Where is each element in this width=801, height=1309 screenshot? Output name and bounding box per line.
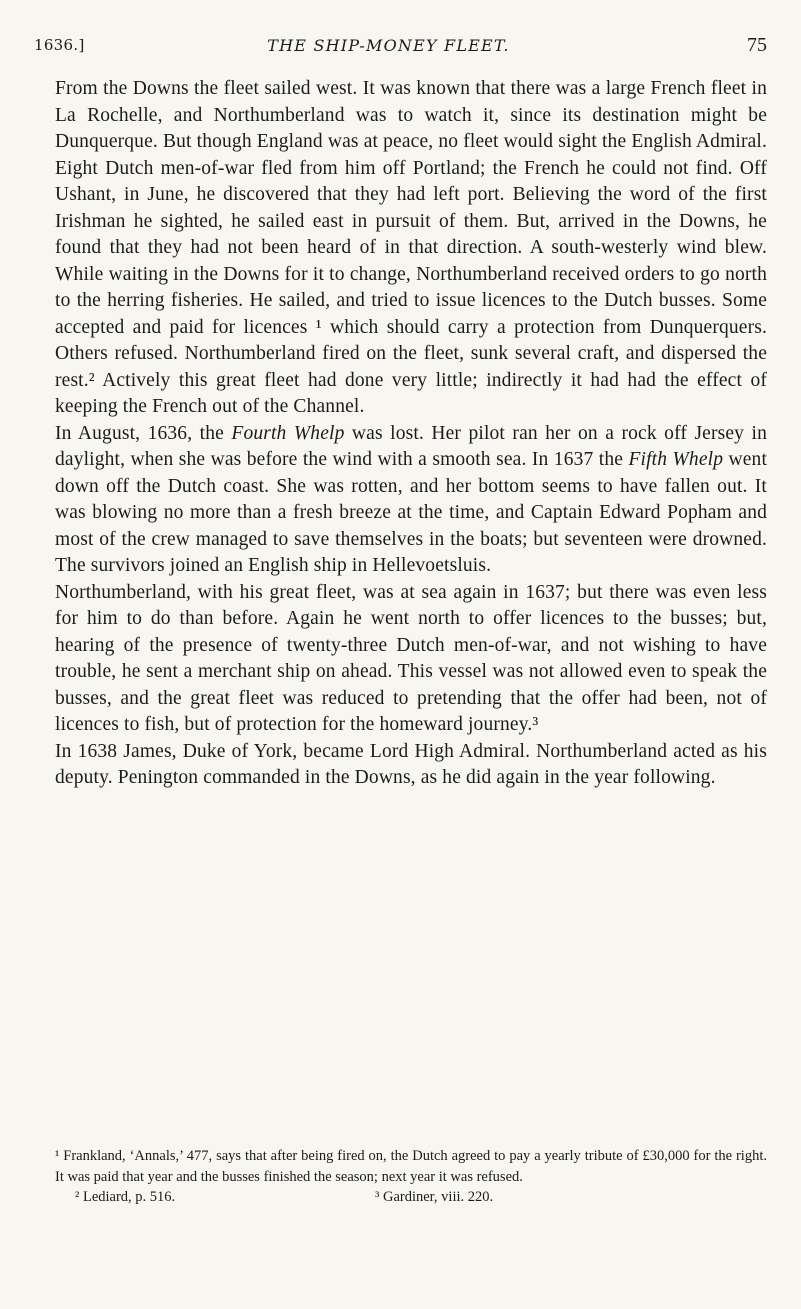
paragraph-3: Northumberland, with his great fleet, was at sea again in 1637; but there was even less for him to do than before. Again he went north to offer licences to the busses; but, hearing of the presence of twenty-three Dutch men-of-war, and not wishing to have trouble, he sent a merchant ship on ahead. This vessel was not allowed even to speak the busses, and the great fleet was reduced to pretending that the offer had been, not of licences to fish, but of protection for the homeward journey.³ <box>55 581 767 735</box>
footnote-1: ¹ Frankland, ‘Annals,’ 477, says that after being fired on, the Dutch agreed to pay a yearly tribute of £30,000 for the right. It was paid that year and the busses finished the season; next year it was refused. <box>55 1148 767 1185</box>
footnotes <box>55 1146 767 1208</box>
ship-name: Fifth Whelp <box>628 449 724 470</box>
footnote-3: ³ Gardiner, viii. 220. <box>375 1189 494 1205</box>
body-text <box>55 76 767 792</box>
footnote-row <box>55 1187 767 1208</box>
footnote-2: ² Lediard, p. 516. <box>75 1189 176 1205</box>
header-title: THE SHIP-MONEY FLEET. <box>267 36 510 55</box>
paragraph-2: In August, 1636, the Fourth Whelp was lost. Her pilot ran her on a rock off Jersey in daylight, when she was before the wind with a smooth sea. In 1637 the Fifth Whelp went down off the Dutch coast. She was rotten, and her bottom seems to have fallen out. It was blowing no more than a fresh breeze at the time, and Captain Edward Popham and most of the crew managed to save themselves in the boats; but seventeen were drowned. The survivors joined an English ship in Hellevoetsluis. <box>55 422 768 576</box>
page-number: 75 <box>747 34 767 56</box>
paragraph-1: From the Downs the fleet sailed west. It was known that there was a large French fleet in La Rochelle, and Northumberland was to watch it, since its destination might be Dunquerque. But though England was at peace, no fleet would sight the English Admiral. Eight Dutch men-of-war fled from him off Portland; the French he could not find. Off Ushant, in June, he discovered that they had left port. Believing the word of the first Irishman he sighted, he sailed east in pursuit of them. But, arrived in the Downs, he found that they had not been heard of in that direction. A south-westerly wind blew. While waiting in the Downs for it to change, Northumberland received orders to go north to the herring fisheries. He sailed, and tried to issue licences to the Dutch busses. Some accepted and paid for licences ¹ which should carry a protection from Dunquerquers. Others refused. Northumberland fired on the fleet, sunk several craft, and dispersed the rest.² Actively this great fleet had done very little; indirectly it had had the effect of keeping the French out of the Channel. <box>55 78 767 417</box>
paragraph-4: In 1638 James, Duke of York, became Lord High Admiral. Northumberland acted as his deputy. Penington commanded in the Downs, as he did again in the year following. <box>55 740 767 788</box>
running-header <box>34 36 767 60</box>
ship-name: Fourth Whelp <box>231 422 345 444</box>
header-year: 1636.] <box>34 36 85 54</box>
